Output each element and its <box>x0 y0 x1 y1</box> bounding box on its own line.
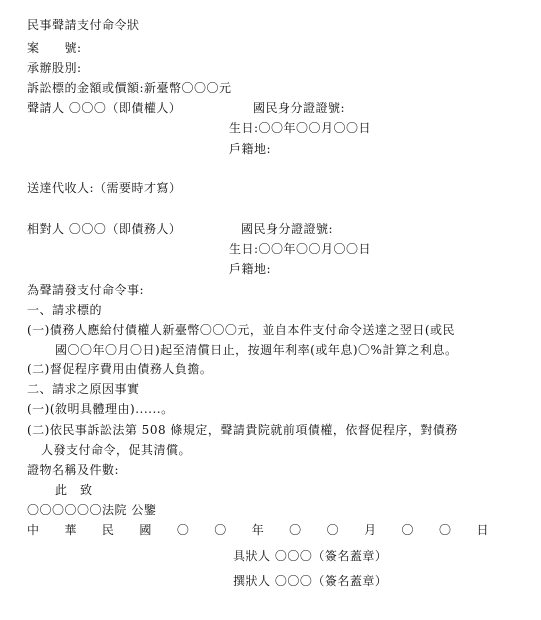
case-number-label: 案 號: <box>27 41 82 55</box>
date-char: 〇 <box>326 523 340 537</box>
court-addressee-line: 〇〇〇〇〇〇法院 公鑒 <box>27 503 157 517</box>
drafter-line: 撰狀人 〇〇〇（簽名蓋章） <box>233 574 388 588</box>
applicant-domicile-label: 戶籍地: <box>229 142 272 156</box>
date-char: 〇 <box>289 523 302 537</box>
section-2-heading: 二、請求之原因事實 <box>27 382 140 396</box>
respondent-domicile-label: 戶籍地: <box>229 262 272 276</box>
filing-date-line <box>27 522 489 538</box>
evidence-label: 證物名稱及件數: <box>27 463 120 477</box>
division-label: 承辦股別: <box>27 61 82 75</box>
date-char: 中 <box>27 523 40 537</box>
date-char: 民 <box>101 523 115 537</box>
document-title: 民事聲請支付命令狀 <box>27 18 140 32</box>
respondent-id-label: 國民身分證證號: <box>241 222 334 236</box>
applicant-id-label: 國民身分證證號: <box>253 101 346 115</box>
item-2-1-line: (一)(敘明具體理由)......。 <box>27 402 174 416</box>
date-char: 國 <box>139 523 152 537</box>
date-char: 年 <box>251 523 265 537</box>
date-char: 〇 <box>401 523 415 537</box>
date-char: 〇 <box>176 523 190 537</box>
item-2-2-line-b: 人發支付命令，促其清償。 <box>41 443 192 457</box>
signer-line: 具狀人 〇〇〇（簽名蓋章） <box>233 549 388 563</box>
date-char: 月 <box>364 523 377 537</box>
claim-amount-line: 訴訟標的金額或價額:新臺幣〇〇〇元 <box>27 81 232 95</box>
date-char: 華 <box>64 523 77 537</box>
respondent-name-line: 相對人 〇〇〇（即債務人） <box>27 222 182 236</box>
service-agent-line: 送達代收人:（需要時才寫） <box>27 181 182 195</box>
respect-line: 此 致 <box>55 483 93 497</box>
item-2-2-line-a: (二)依民事訴訟法第 508 條規定，聲請貴院就前項債權，依督促程序，對債務 <box>27 423 458 437</box>
applicant-birth-line: 生日:〇〇年〇〇月〇〇日 <box>229 121 372 135</box>
date-char: 日 <box>476 523 489 537</box>
date-char: 〇 <box>438 523 452 537</box>
item-1-1-line-a: (一)債務人應給付債權人新臺幣〇〇〇元，並自本件支付命令送達之翌日(或民 <box>27 323 456 337</box>
applicant-name-line: 聲請人 〇〇〇（即債權人） <box>27 101 182 115</box>
item-1-2-line: (二)督促程序費用由債務人負擔。 <box>27 362 213 376</box>
respondent-birth-line: 生日:〇〇年〇〇月〇〇日 <box>229 242 372 256</box>
item-1-1-line-b: 國〇〇年〇月〇日)起至清償日止，按週年利率(或年息)〇%計算之利息。 <box>55 343 458 357</box>
date-char: 〇 <box>214 523 227 537</box>
section-1-heading: 一、請求標的 <box>27 303 103 317</box>
matter-heading: 為聲請發支付命令事: <box>27 283 145 297</box>
